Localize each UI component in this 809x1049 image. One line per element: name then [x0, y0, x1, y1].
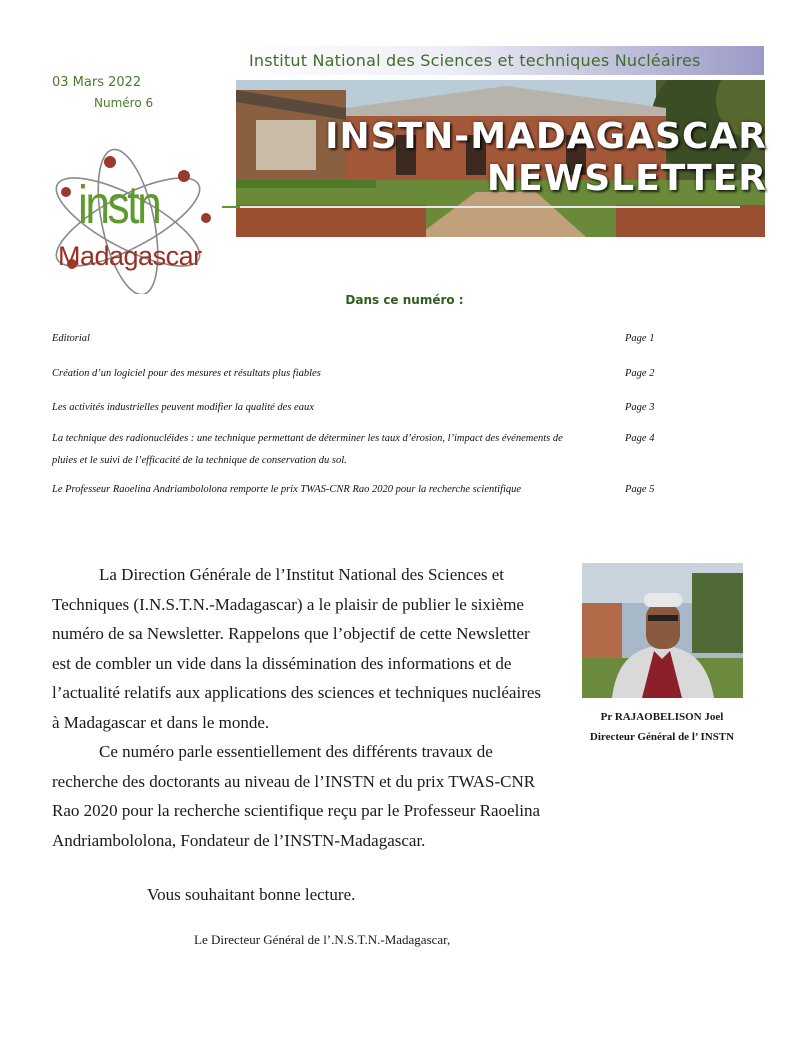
- editorial-paragraph: Ce numéro parle essentiellement des différents travaux de recherche des doctorants au niveau de l’INSTN et du prix TWAS-CNR Rao 2020 pour la recherche scientifique reçu par le Professeur Raoelina Andriambololona, Fondateur de l’INSTN-Madagascar.: [52, 742, 541, 850]
- editorial-closing: Vous souhaitant bonne lecture.: [147, 885, 356, 904]
- director-portrait: [582, 563, 743, 698]
- toc-item[interactable]: Création d’un logiciel pour des mesures et résultats plus fiables: [52, 368, 321, 379]
- logo-word-madagascar: Madagascar: [58, 241, 202, 271]
- toc-page-number: Page 1: [625, 333, 655, 344]
- title-divider-accent: [222, 206, 240, 208]
- toc-item[interactable]: Editorial: [52, 333, 90, 344]
- toc-item[interactable]: La technique des radionucléides : une technique permettant de déterminer les taux d’érosion, l’impact des événements de pluies et le suivi de l’efficacité de la technique de conservation du sol.: [52, 433, 563, 466]
- toc-page-number: Page 5: [625, 484, 655, 495]
- institute-name: Institut National des Sciences et techniques Nucléaires: [249, 51, 701, 70]
- issue-date: 03 Mars 2022: [52, 75, 142, 90]
- title-divider: [222, 206, 740, 208]
- toc-page-number: Page 2: [625, 368, 655, 379]
- toc-heading: Dans ce numéro :: [345, 293, 464, 307]
- editorial-paragraph: La Direction Générale de l’Institut National des Sciences et Techniques (I.N.S.T.N.-Madagascar) a le plaisir de publier le sixième numéro de sa Newsletter. Rappelons que l’objectif de cette Newsletter est de combler un vide dans la dissémination des informations et de l’actualité relatifs aux applications des sciences et techniques nucléaires à Madagascar et dans le monde.: [52, 565, 542, 732]
- toc-item[interactable]: Le Professeur Raoelina Andriambololona remporte le prix TWAS-CNR Rao 2020 pour la recherche scientifique: [52, 484, 522, 495]
- toc-page-number: Page 3: [625, 402, 655, 413]
- portrait-name: Pr RAJAOBELISON Joel: [600, 711, 724, 723]
- toc-item[interactable]: Les activités industrielles peuvent modifier la qualité des eaux: [52, 402, 314, 413]
- logo-word-instn: instn: [78, 175, 160, 235]
- newsletter-title-line2: NEWSLETTER: [486, 158, 767, 199]
- toc-page-number: Page 4: [625, 433, 655, 444]
- issue-number: Numéro 6: [94, 96, 154, 110]
- newsletter-title-line1: INSTN-MADAGASCAR: [325, 116, 767, 157]
- editorial-signature: Le Directeur Général de l’.N.S.T.N.-Madagascar,: [194, 932, 451, 947]
- editorial-body: [52, 560, 544, 855]
- portrait-role: Directeur Général de l’ INSTN: [589, 731, 735, 743]
